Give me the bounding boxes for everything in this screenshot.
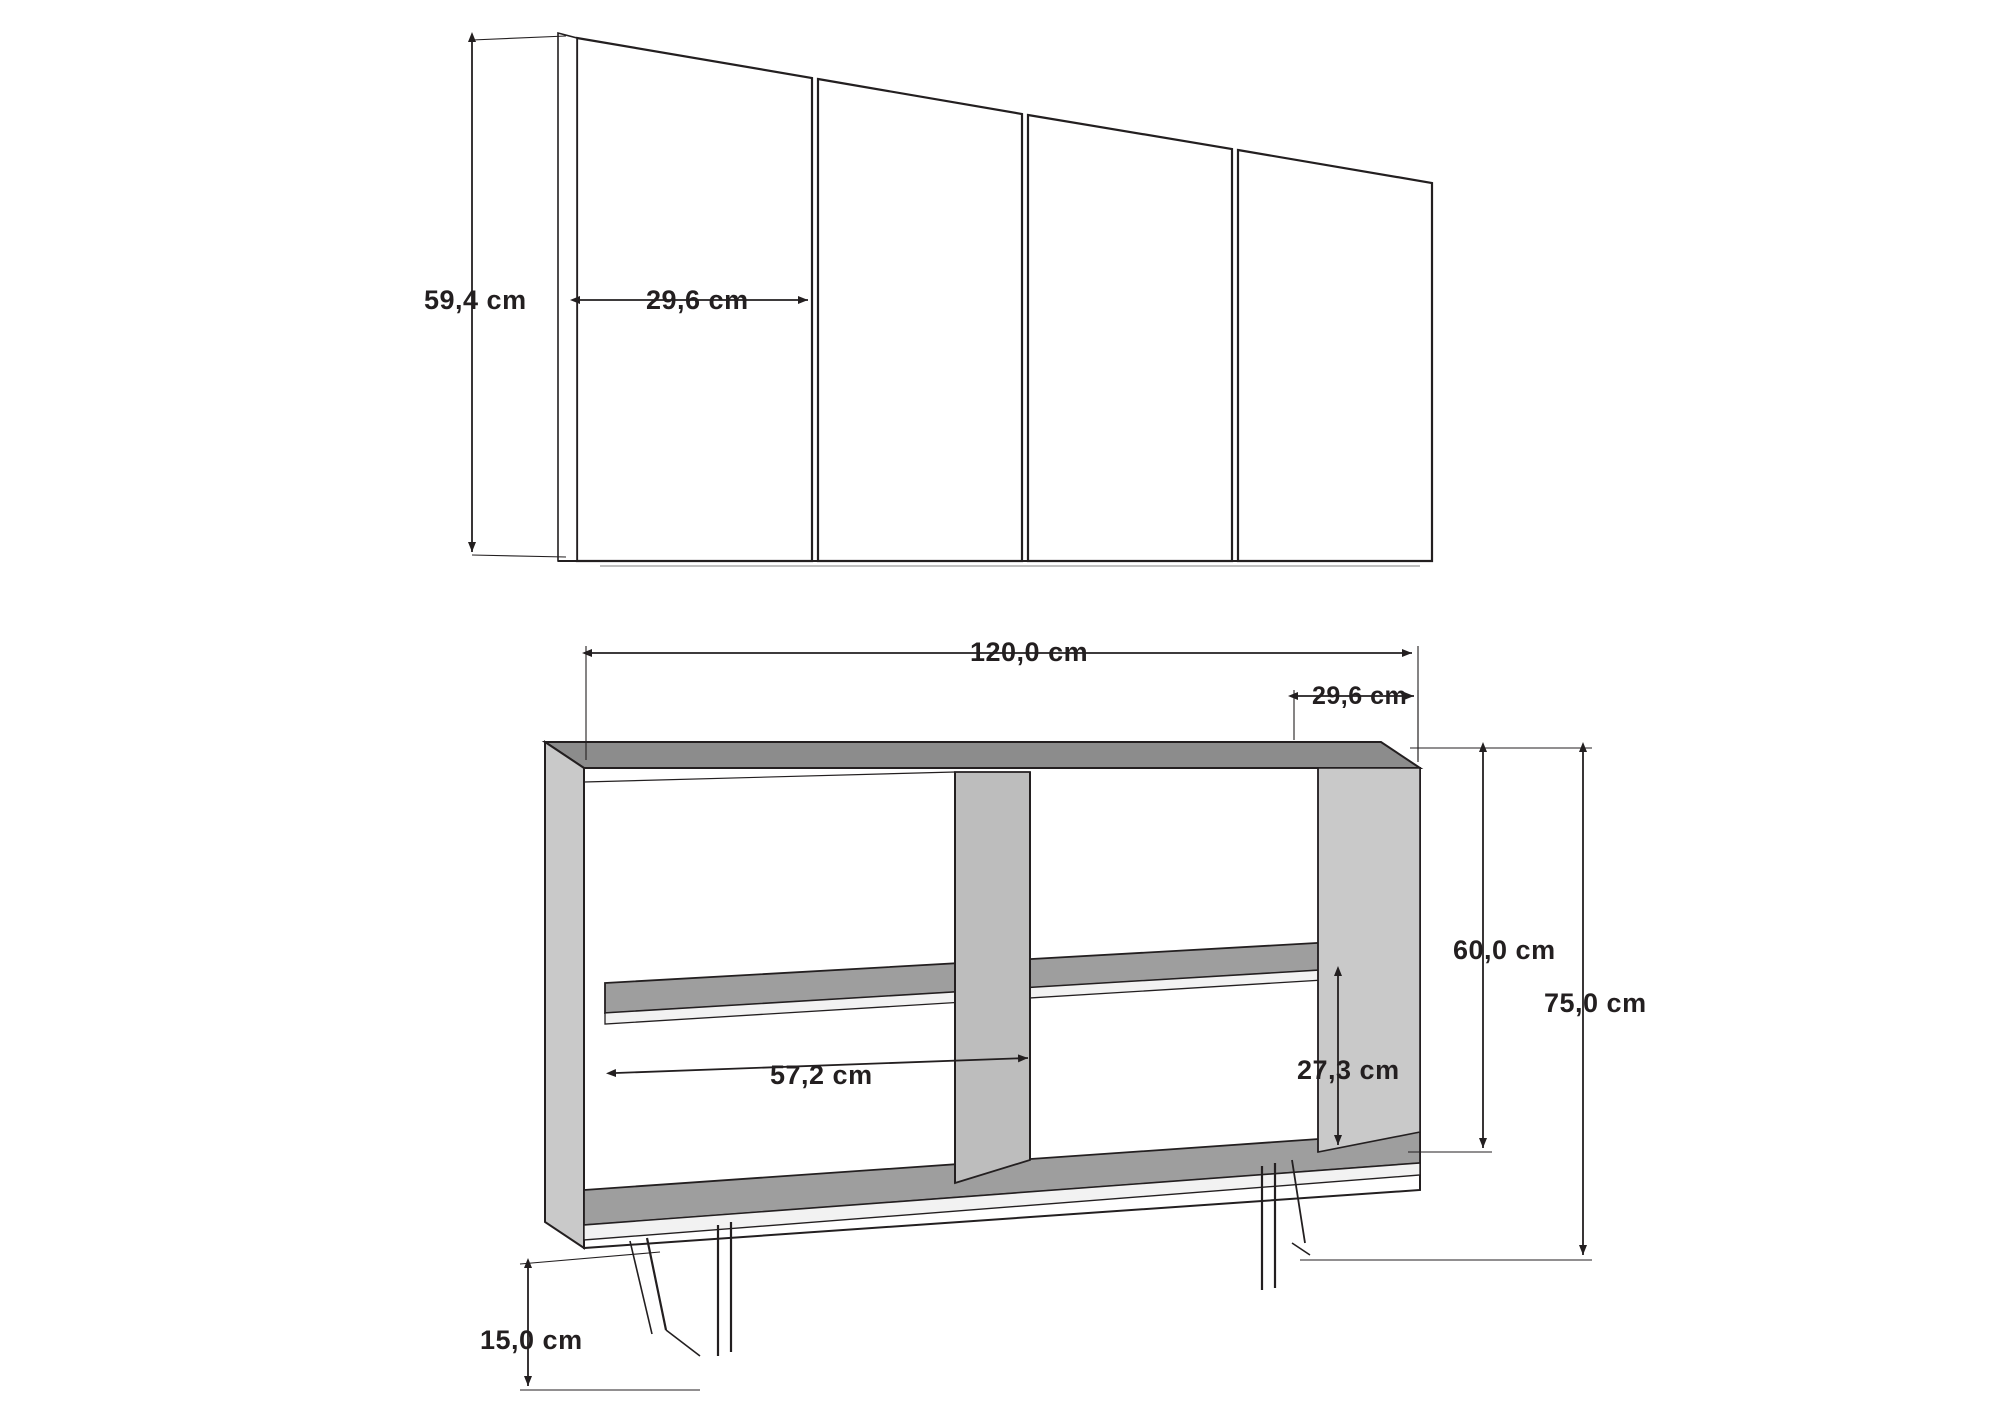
door-panel-left-edge — [558, 33, 577, 561]
dim-label-door-width: 29,6 cm — [646, 285, 749, 315]
dim-label-depth: 29,6 cm — [1312, 682, 1408, 710]
dim-door-height-ext-bottom — [472, 555, 566, 557]
dim-label-compartment-height: 27,3 cm — [1297, 1055, 1400, 1085]
dim-label-leg-height: 15,0 cm — [480, 1325, 583, 1355]
dim-label-door-height: 59,4 cm — [424, 285, 527, 315]
leg-foot-right — [1292, 1243, 1310, 1255]
carcass-top-board — [545, 742, 1420, 768]
leg-back-left — [630, 1241, 652, 1334]
dim-label-carcass-height: 60,0 cm — [1453, 935, 1556, 965]
dim-door-height-ext-top — [472, 36, 566, 40]
dim-label-total-height: 75,0 cm — [1544, 988, 1647, 1018]
carcass-right-side-panel — [1318, 768, 1420, 1152]
dim-label-total-width: 120,0 cm — [970, 637, 1089, 667]
leg-front-left — [718, 1222, 731, 1356]
door-panel-2 — [818, 79, 1022, 561]
door-panel-3 — [1028, 115, 1232, 561]
dim-label-compartment-width: 57,2 cm — [770, 1060, 873, 1090]
carcass-center-divider — [955, 772, 1030, 1183]
door-panel-4 — [1238, 150, 1432, 561]
dim-leg-height-ext-top — [520, 1252, 660, 1264]
leg-foot-left — [666, 1330, 700, 1356]
carcass-perspective-view — [520, 646, 1592, 1390]
front-door-view — [472, 33, 1432, 566]
carcass-left-side-panel — [545, 742, 584, 1248]
